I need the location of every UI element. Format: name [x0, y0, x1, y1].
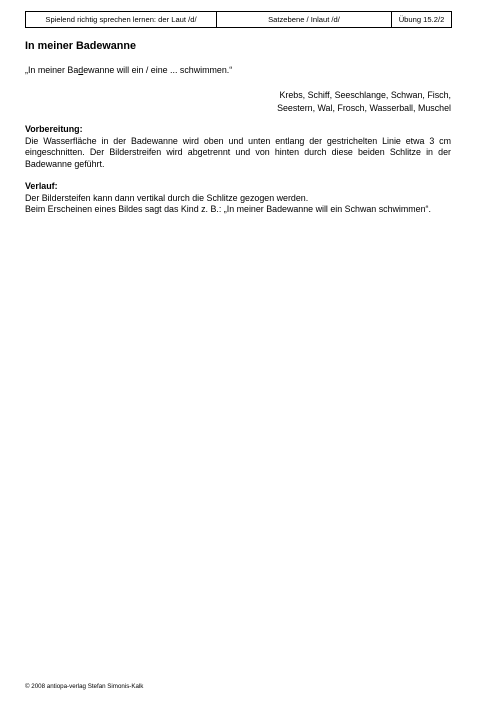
verlauf-line-2: Beim Erscheinen eines Bildes sagt das Kind z. B.: „In meiner Badewanne will ein Schwan schwimmen“. — [25, 204, 431, 215]
intro-sentence — [25, 65, 232, 75]
section-verlauf — [25, 181, 451, 216]
word-list — [191, 89, 451, 115]
verlauf-line-1: Der Bildersteifen kann dann vertikal durch die Schlitze gezogen werden. — [25, 192, 309, 203]
intro-before: „In meiner Ba — [25, 65, 79, 75]
header-row — [26, 12, 452, 28]
copyright-footer: © 2008 antiopa-verlag Stefan Simonis-Kalk — [25, 683, 144, 690]
vorbereitung-heading: Vorbereitung: — [25, 124, 83, 134]
page-title: In meiner Badewanne — [25, 40, 137, 52]
header-series-title: Spielend richtig sprechen lernen: der Laut /d/ — [26, 12, 217, 28]
section-vorbereitung — [25, 124, 451, 170]
intro-after: ewanne will ein / eine ... schwimmen.“ — [83, 65, 233, 75]
header-level: Satzebene / Inlaut /d/ — [217, 12, 392, 28]
word-list-line-2: Seestern, Wal, Frosch, Wasserball, Muschel — [277, 103, 451, 113]
verlauf-heading: Verlauf: — [25, 181, 58, 191]
header-table — [25, 11, 452, 28]
header-exercise-number: Übung 15.2/2 — [392, 12, 452, 28]
intro-underlined-letter: d — [78, 65, 84, 75]
word-list-line-1: Krebs, Schiff, Seeschlange, Schwan, Fisch, — [279, 90, 451, 100]
vorbereitung-text: Die Wasserfläche in der Badewanne wird oben und unten entlang der gestrichelten Linie etwa 3 cm eingeschnitten. Der Bilderstreifen wird abgetrennt und von hinten durch diese beiden Schlitze in der Badewanne geführt. — [25, 135, 451, 169]
